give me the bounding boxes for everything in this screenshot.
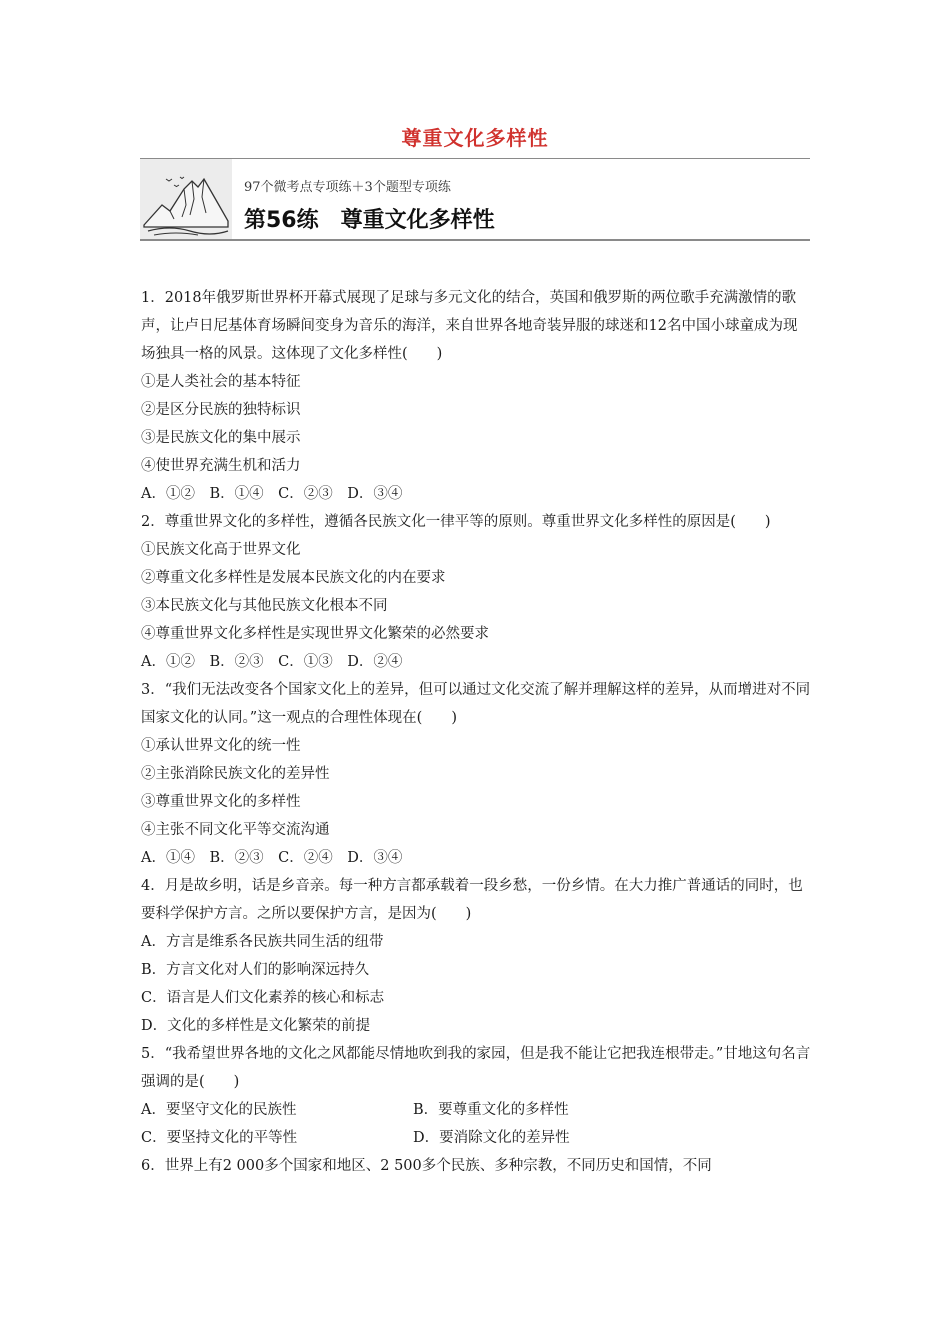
- answer-choices: A．①② B．①④ C．②③ D．③④: [141, 486, 403, 502]
- question-stem: 6．世界上有2 000多个国家和地区、2 500多个民族、多种宗教，不同历史和国情，不同: [141, 1158, 712, 1174]
- banner-subtitle: 97个微考点专项练＋3个题型专项练: [244, 180, 451, 195]
- mountain-landscape-icon: [140, 159, 232, 239]
- option-item: A．要坚守文化的民族性: [141, 1102, 297, 1118]
- option-item: ④主张不同文化平等交流沟通: [141, 822, 330, 838]
- option-item: ③是民族文化的集中展示: [141, 430, 301, 446]
- option-item: ④使世界充满生机和活力: [141, 458, 301, 474]
- option-item: C．语言是人们文化素养的核心和标志: [141, 990, 385, 1006]
- option-item: ②是区分民族的独特标识: [141, 402, 301, 418]
- question-stem: 5．“我希望世界各地的文化之风都能尽情地吹到我的家园，但是我不能让它把我连根带走。”甘地这句名言强调的是( ): [141, 1046, 811, 1090]
- option-item: B．要尊重文化的多样性: [413, 1102, 569, 1118]
- question-stem: 1．2018年俄罗斯世界杯开幕式展现了足球与多元文化的结合，英国和俄罗斯的两位歌手充满激情的歌声，让卢日尼基体育场瞬间变身为音乐的海洋，来自世界各地奇装异服的球迷和12名中国小球童成为现场独具一格的风景。这体现了文化多样性( ): [141, 290, 798, 362]
- lesson-title: 尊重文化多样性: [340, 208, 495, 233]
- option-item: ③尊重世界文化的多样性: [141, 794, 301, 810]
- option-item: B．方言文化对人们的影响深远持久: [141, 962, 370, 978]
- option-item: ①承认世界文化的统一性: [141, 738, 301, 754]
- question-list: [141, 284, 811, 1180]
- option-row: [141, 1096, 811, 1124]
- option-row: [141, 1124, 811, 1152]
- option-item: ②主张消除民族文化的差异性: [141, 766, 330, 782]
- option-item: ①民族文化高于世界文化: [141, 542, 301, 558]
- option-item: C．要坚持文化的平等性: [141, 1130, 298, 1146]
- option-item: ④尊重世界文化多样性是实现世界文化繁荣的必然要求: [141, 626, 489, 642]
- lesson-number: 第56练: [244, 208, 319, 233]
- option-item: D．文化的多样性是文化繁荣的前提: [141, 1018, 371, 1034]
- lesson-banner: [140, 158, 810, 240]
- question-stem: 3．“我们无法改变各个国家文化上的差异，但可以通过文化交流了解并理解这样的差异，从而增进对不同国家文化的认同。”这一观点的合理性体现在( ): [141, 682, 811, 726]
- question-stem: 2．尊重世界文化的多样性，遵循各民族文化一律平等的原则。尊重世界文化多样性的原因是( ): [141, 514, 771, 530]
- banner-top-rule: [140, 158, 810, 159]
- answer-choices: A．①④ B．②③ C．②④ D．③④: [141, 850, 403, 866]
- lesson-heading: [244, 203, 495, 234]
- banner-bottom-rule: [140, 239, 810, 241]
- question-stem: 4．月是故乡明，话是乡音亲。每一种方言都承载着一段乡愁，一份乡情。在大力推广普通话的同时，也要科学保护方言。之所以要保护方言，是因为( ): [141, 878, 803, 922]
- document-title: 尊重文化多样性: [401, 126, 549, 150]
- option-item: A．方言是维系各民族共同生活的纽带: [141, 934, 384, 950]
- option-item: ③本民族文化与其他民族文化根本不同: [141, 598, 388, 614]
- option-item: ①是人类社会的基本特征: [141, 374, 301, 390]
- answer-choices: A．①② B．②③ C．①③ D．②④: [141, 654, 403, 670]
- option-item: ②尊重文化多样性是发展本民族文化的内在要求: [141, 570, 446, 586]
- option-item: D．要消除文化的差异性: [413, 1130, 570, 1146]
